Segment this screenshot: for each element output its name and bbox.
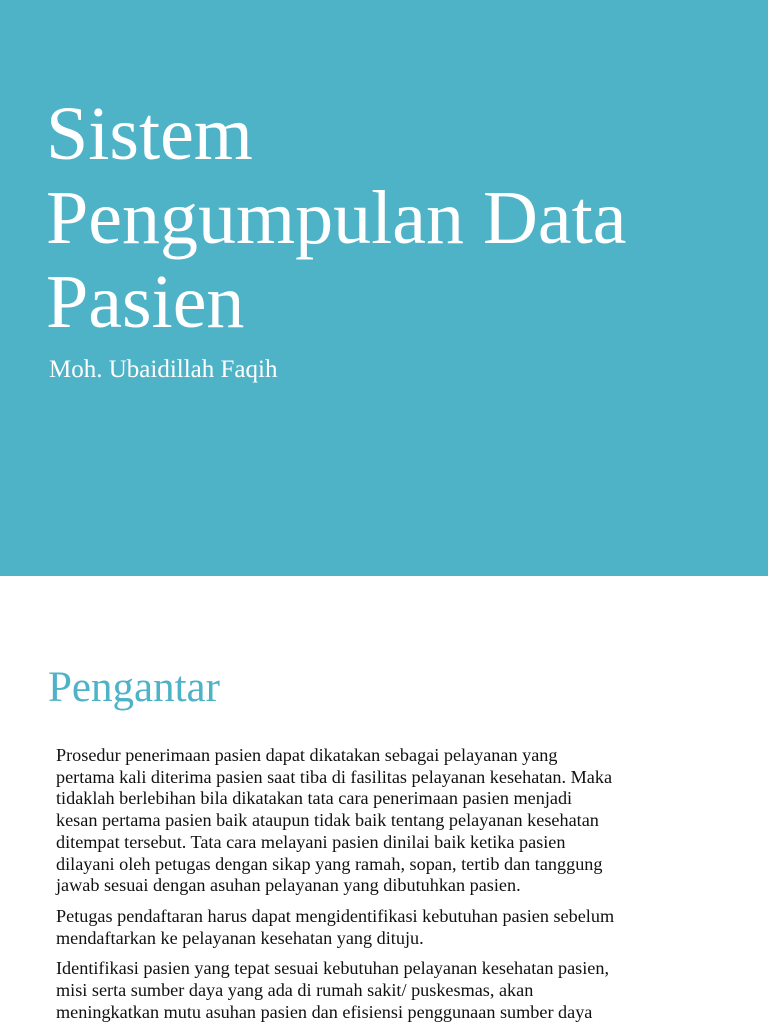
text-line: Identifikasi pasien yang tepat sesuai kebutuhan pelayanan kesehatan pasien, bbox=[56, 958, 610, 979]
title-line: Sistem bbox=[46, 92, 253, 176]
author-name: Moh. Ubaidillah Faqih bbox=[49, 356, 278, 383]
document-title bbox=[46, 92, 746, 344]
text-line: tidaklah berlebihan bila dikatakan tata cara penerimaan pasien menjadi bbox=[56, 788, 573, 809]
paragraph bbox=[56, 906, 726, 949]
text-line: dilayani oleh petugas dengan sikap yang ramah, sopan, tertib dan tanggung bbox=[56, 853, 603, 874]
section-heading: Pengantar bbox=[48, 664, 220, 711]
title-line: Pasien bbox=[46, 260, 245, 344]
text-line: pertama kali diterima pasien saat tiba di fasilitas pelayanan kesehatan. Maka bbox=[56, 766, 613, 787]
text-line: ditempat tersebut. Tata cara melayani pasien dinilai baik ketika pasien bbox=[56, 831, 566, 852]
text-line: Prosedur penerimaan pasien dapat dikatakan sebagai pelayanan yang bbox=[56, 745, 558, 765]
text-line: meningkatkan mutu asuhan pasien dan efisiensi penggunaan sumber daya bbox=[56, 1001, 593, 1022]
paragraph bbox=[56, 958, 726, 1023]
text-line: Petugas pendaftaran harus dapat mengidentifikasi kebutuhan pasien sebelum bbox=[56, 905, 615, 926]
text-line: kesan pertama pasien baik ataupun tidak baik tentang pelayanan kesehatan bbox=[56, 810, 599, 831]
text-line: mendaftarkan ke pelayanan kesehatan yang dituju. bbox=[56, 927, 424, 948]
section-body bbox=[56, 745, 726, 1024]
text-line: jawab sesuai dengan asuhan pelayanan yang dibutuhkan pasien. bbox=[56, 875, 521, 896]
text-line: misi serta sumber daya yang ada di rumah sakit/ puskesmas, akan bbox=[56, 980, 534, 1001]
title-line: Pengumpulan Data bbox=[46, 176, 627, 260]
paragraph bbox=[56, 745, 726, 897]
